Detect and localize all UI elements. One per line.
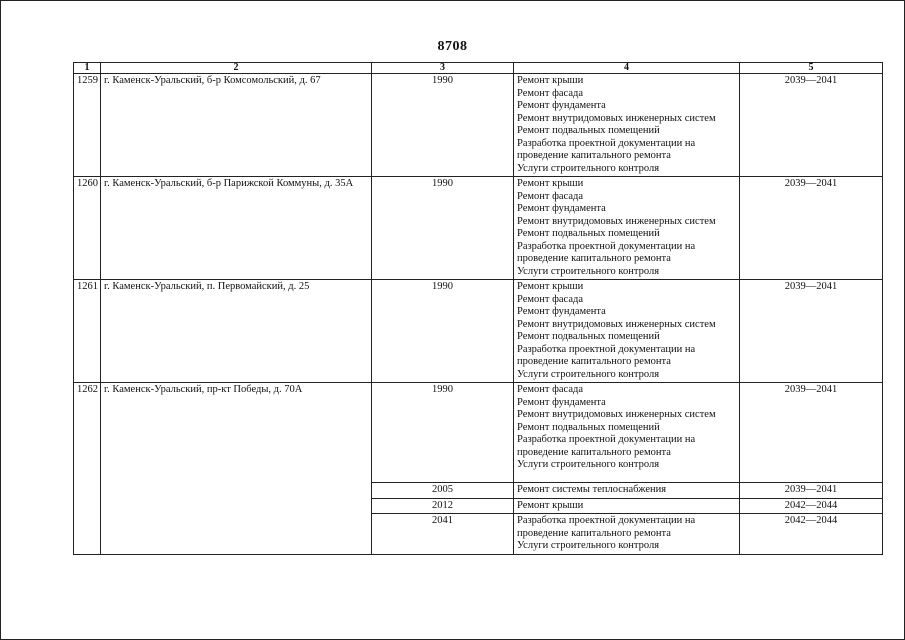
work-item: Ремонт крыши — [517, 178, 584, 189]
work-item: проведение капитального ремонта — [517, 253, 671, 264]
table-row — [74, 177, 883, 280]
works-cell — [514, 280, 740, 383]
period-cell: 2039—2041 — [740, 280, 883, 383]
work-item: Ремонт фасада — [517, 87, 584, 99]
work-item: Услуги строительного контроля — [517, 265, 660, 277]
table-body — [74, 74, 883, 555]
work-item: Услуги строительного контроля — [517, 540, 660, 551]
year-cell: 1990 — [372, 280, 514, 383]
work-item: Ремонт подвальных помещений — [517, 421, 660, 433]
work-item: Ремонт внутридомовых инженерных систем — [517, 112, 716, 124]
row-number: 1260 — [74, 177, 101, 280]
works-cell — [514, 383, 740, 483]
work-item: Ремонт крыши — [517, 75, 584, 86]
work-item: Ремонт крыши — [517, 281, 584, 292]
works-cell — [514, 498, 740, 514]
works-cell — [514, 514, 740, 555]
work-item: Ремонт системы теплоснабжения — [517, 484, 667, 495]
work-item: Ремонт фундамента — [517, 203, 606, 214]
table-row — [74, 280, 883, 383]
work-item: Ремонт фундамента — [517, 396, 606, 408]
period-cell: 2039—2041 — [740, 177, 883, 280]
work-item: проведение капитального ремонта — [517, 527, 671, 539]
address-cell: г. Каменск-Уральский, п. Первомайский, д. 25 — [101, 280, 372, 383]
period-cell: 2039—2041 — [740, 74, 883, 177]
works-cell — [514, 74, 740, 177]
row-number: 1259 — [74, 74, 101, 177]
year-cell: 2041 — [372, 514, 514, 555]
year-cell: 1990 — [372, 177, 514, 280]
header-row — [74, 63, 883, 74]
work-item: проведение капитального ремонта — [517, 150, 671, 161]
year-cell: 1990 — [372, 383, 514, 483]
work-item: Ремонт подвальных помещений — [517, 331, 660, 342]
work-item: Ремонт фасада — [517, 384, 584, 395]
work-item: Ремонт внутридомовых инженерных систем — [517, 318, 716, 330]
page-number: 8708 — [437, 39, 468, 54]
address-cell: г. Каменск-Уральский, б-р Комсомольский, д. 67 — [101, 74, 372, 177]
work-item: Услуги строительного контроля — [517, 162, 660, 174]
period-cell: 2042—2044 — [740, 514, 883, 555]
works-cell — [514, 177, 740, 280]
capital-repair-table — [73, 62, 883, 555]
work-item: Ремонт фасада — [517, 190, 584, 202]
work-item: Разработка проектной документации на — [517, 343, 696, 355]
works-cell — [514, 483, 740, 499]
column-header: 3 — [372, 63, 514, 74]
address-cell: г. Каменск-Уральский, б-р Парижской Коммуны, д. 35А — [101, 177, 372, 280]
year-cell: 2005 — [372, 483, 514, 499]
row-number: 1262 — [74, 383, 101, 555]
work-item: Разработка проектной документации на — [517, 137, 696, 149]
work-item: Ремонт фундамента — [517, 100, 606, 111]
work-item: Ремонт внутридомовых инженерных систем — [517, 215, 716, 227]
column-header: 2 — [101, 63, 372, 74]
work-item: Ремонт фундамента — [517, 306, 606, 317]
work-item: Разработка проектной документации на — [517, 434, 696, 445]
work-item: Услуги строительного контроля — [517, 459, 660, 470]
work-item: Услуги строительного контроля — [517, 368, 660, 380]
work-item: Разработка проектной документации на — [517, 240, 696, 252]
table-row — [74, 74, 883, 177]
work-item: проведение капитального ремонта — [517, 356, 671, 367]
work-item: Ремонт внутридомовых инженерных систем — [517, 409, 716, 420]
year-cell: 2012 — [372, 498, 514, 514]
table-row — [74, 383, 883, 483]
work-item: проведение капитального ремонта — [517, 446, 671, 458]
period-cell: 2039—2041 — [740, 383, 883, 483]
work-item: Ремонт фасада — [517, 293, 584, 305]
work-item: Разработка проектной документации на — [517, 515, 696, 526]
column-header: 4 — [514, 63, 740, 74]
row-number: 1261 — [74, 280, 101, 383]
period-cell: 2039—2041 — [740, 483, 883, 499]
year-cell: 1990 — [372, 74, 514, 177]
work-item: Ремонт подвальных помещений — [517, 228, 660, 239]
column-header: 5 — [740, 63, 883, 74]
address-cell: г. Каменск-Уральский, пр-кт Победы, д. 70А — [101, 383, 372, 555]
column-header: 1 — [74, 63, 101, 74]
work-item: Ремонт подвальных помещений — [517, 125, 660, 136]
work-item: Ремонт крыши — [517, 499, 584, 511]
period-cell: 2042—2044 — [740, 498, 883, 514]
